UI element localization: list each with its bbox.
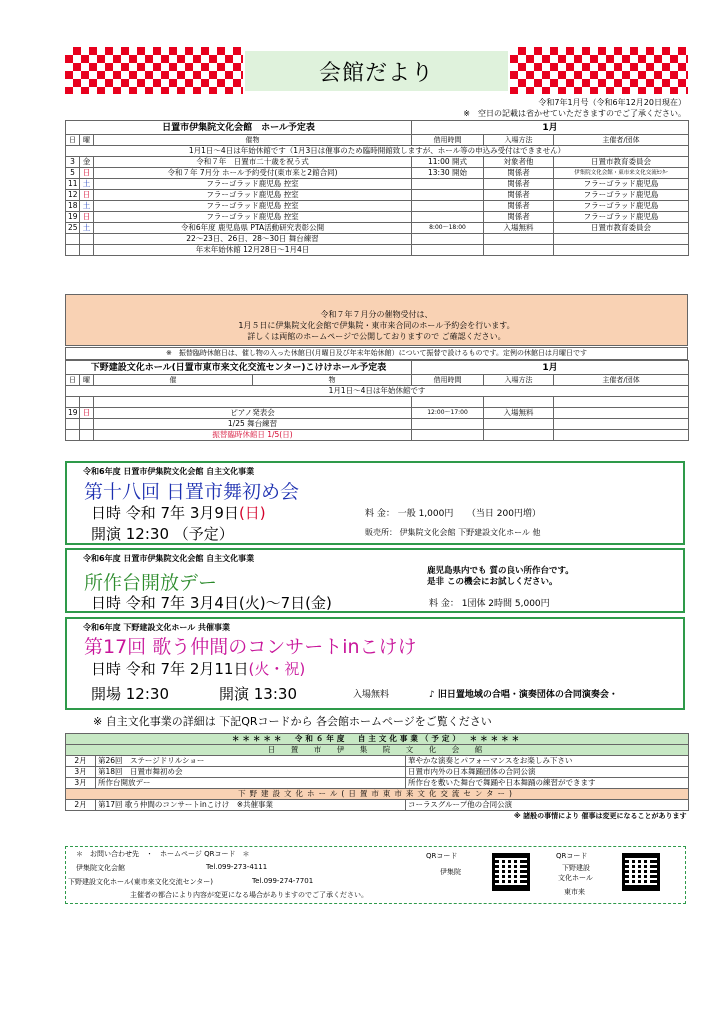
day-cell: 18: [66, 201, 80, 212]
event-title: 所作台開放デー: [84, 572, 218, 594]
event-sales: 販売所： 伊集院文化会館 下野建設文化ホール 他: [365, 528, 541, 537]
day-cell: 19: [66, 212, 80, 223]
weekday-cell: 日: [80, 408, 94, 419]
event-description: 鹿児島県内でも 質の良い所作台です。: [427, 566, 574, 576]
event-price: 料 金： 1団体 2時間 5,000円: [429, 599, 550, 609]
organizer-cell: [554, 408, 689, 419]
organizer-cell: 日置市教育委員会: [554, 157, 689, 168]
hall1-month: 1月: [412, 121, 689, 135]
col-header: 催: [94, 375, 253, 386]
time-cell: [412, 245, 484, 256]
event-title: 第17回 歌う仲間のコンサートinこけけ: [84, 636, 417, 658]
event-cell: フラーゴラッド鹿児島 控室: [94, 179, 412, 190]
table-row: [66, 430, 689, 441]
annual-plan: [65, 733, 688, 822]
event-card-concert: [65, 617, 685, 710]
contact-hall2-tel[interactable]: Tel.099-274-7701: [252, 877, 314, 885]
day-cell: 5: [66, 168, 80, 179]
event-cell: ピアノ発表会: [94, 408, 412, 419]
table-row: [66, 234, 689, 245]
method-cell: 対象者他: [484, 157, 554, 168]
col-header: 催物: [94, 135, 412, 146]
qr-code-icon[interactable]: [622, 853, 660, 891]
method-cell: [484, 245, 554, 256]
event-date: 日時 令和 7年 3月9日(日): [91, 504, 266, 522]
notice-line: 1月５日に伊集院文化会館で伊集院・東市来合同のホール予約会を行います。: [238, 321, 515, 330]
weekday-cell: [80, 245, 94, 256]
event-cell: フラーゴラッド鹿児島 控室: [94, 212, 412, 223]
event-cell: 22～23日、26日、28～30日 舞台練習: [94, 234, 412, 245]
checker-pattern-right: [510, 47, 688, 94]
event-date: 日時 令和 7年 2月11日(火・祝): [91, 660, 306, 678]
col-header: 物: [253, 375, 412, 386]
issue-note: ※ 空日の記載は省かせていただきますのでご了承ください。: [463, 109, 686, 118]
time-cell: [412, 201, 484, 212]
day-cell: [66, 245, 80, 256]
contact-hall1-tel[interactable]: Tel.099-273-4111: [206, 863, 268, 871]
col-header: 主催者/団体: [554, 375, 689, 386]
event-open-time: 開場 12:30: [91, 685, 169, 703]
organizer-cell: フラーゴラッド鹿児島: [554, 190, 689, 201]
plan-title: ＊＊＊＊＊ 令和６年度 自主文化事業（予定） ＊＊＊＊＊: [66, 734, 689, 745]
event-card-maizome: [65, 461, 685, 545]
event-admission: 入場無料: [353, 690, 390, 700]
weekday-cell: 土: [80, 201, 94, 212]
weekday-cell: [80, 234, 94, 245]
event-cell: 令和７年 日置市二十歳を祝う式: [94, 157, 412, 168]
day-cell: 19: [66, 408, 80, 419]
time-cell: [412, 234, 484, 245]
organizer-cell: フラーゴラッド鹿児島: [554, 212, 689, 223]
qr-hall-name: 文化ホール: [558, 874, 593, 882]
day-cell: 3: [66, 157, 80, 168]
table-row: 2月 第17回 歌う仲間のコンサートinこけけ ※共催事業 コーラスグループ他の合同公演: [66, 800, 689, 811]
method-cell: 入場無料: [484, 408, 554, 419]
contact-box: [65, 846, 686, 904]
time-cell: [412, 179, 484, 190]
event-title: 第十八回 日置市舞初め会: [84, 481, 300, 503]
qr-hall-name: 東市来: [564, 888, 585, 896]
event-organizer: 令和6年度 日置市伊集院文化会館 自主文化事業: [83, 467, 255, 476]
day-cell: 12: [66, 190, 80, 201]
col-header: 借用時間: [412, 135, 484, 146]
event-price: 料 金： 一般 1,000円 （当日 200円増）: [365, 509, 541, 519]
event-cell: フラーゴラッド鹿児島 控室: [94, 190, 412, 201]
time-cell: 8:00～18:00: [412, 223, 484, 234]
event-card-shosadai: [65, 548, 685, 613]
col-header: 入場方法: [484, 375, 554, 386]
col-header: 主催者/団体: [554, 135, 689, 146]
qr-label: QRコード: [556, 852, 588, 860]
time-cell: [412, 190, 484, 201]
weekday-cell: 日: [80, 168, 94, 179]
weekday-cell: 日: [80, 212, 94, 223]
contact-heading: ＊ お問い合わせ先 ・ ホームページ QRコード ＊: [76, 850, 250, 858]
col-header: 借用時間: [412, 375, 484, 386]
qr-note: ※ 自主文化事業の詳細は 下記QRコードから 各会館ホームページをご覧ください: [93, 715, 492, 728]
plan-hall1-title: 日 置 市 伊 集 院 文 化 会 館: [66, 745, 689, 756]
table-row: [66, 245, 689, 256]
day-cell: 25: [66, 223, 80, 234]
hall2-schedule: [65, 360, 688, 441]
table-row: [66, 408, 689, 419]
time-cell: 13:30 開始: [412, 168, 484, 179]
notice-line: 令和７年７月分の催物受付は、: [320, 310, 433, 319]
hall2-month: 1月: [412, 361, 689, 375]
organizer-cell: [554, 245, 689, 256]
hall1-schedule: [65, 120, 688, 256]
table-row: [66, 179, 689, 190]
method-cell: [484, 234, 554, 245]
organizer-cell: フラーゴラッド鹿児島: [554, 201, 689, 212]
method-cell: 関係者: [484, 179, 554, 190]
issue-date: 令和7年1月号（令和6年12月20日現在）: [538, 98, 686, 107]
table-row: [66, 223, 689, 234]
event-organizer: 令和6年度 下野建設文化ホール 共催事業: [83, 623, 230, 632]
qr-hall-name: 伊集院: [440, 868, 461, 876]
method-cell: 関係者: [484, 212, 554, 223]
table-row: [66, 157, 689, 168]
hall1-title: 日置市伊集院文化会館 ホール予定表: [66, 121, 412, 135]
header-banner: [65, 47, 688, 94]
col-header: 入場方法: [484, 135, 554, 146]
event-open-time: 開演 12:30 （予定）: [91, 525, 234, 543]
contact-hall2-name: 下野建設文化ホール(東市来文化交流センター): [68, 878, 214, 886]
organizer-cell: フラーゴラッド鹿児島: [554, 179, 689, 190]
method-cell: 関係者: [484, 201, 554, 212]
event-start-time: 開演 13:30: [219, 685, 297, 703]
table-row: 3月 第18回 日置市舞初め会 日置市内外の日本舞踊団体の合同公演: [66, 767, 689, 778]
plan-footnote: ※ 諸般の事情により 催事は変更になることがあります: [513, 812, 687, 821]
issue-info: [463, 97, 686, 119]
qr-label: QRコード: [426, 852, 458, 860]
day-cell: 11: [66, 179, 80, 190]
event-cell: 令和6年度 鹿児島県 PTA活動研究表彰公開: [94, 223, 412, 234]
method-cell: 関係者: [484, 190, 554, 201]
weekday-cell: 金: [80, 157, 94, 168]
event-organizer: 令和6年度 日置市伊集院文化会館 自主文化事業: [83, 554, 255, 563]
event-cell: 1/25 舞台練習: [94, 419, 412, 430]
table-row: [66, 190, 689, 201]
col-header: 曜: [80, 375, 94, 386]
table-row: [66, 201, 689, 212]
table-row: 3月 所作台開放デー 所作台を敷いた舞台で舞踊や日本舞踊の練習ができます: [66, 778, 689, 789]
qr-hall-name: 下野建設: [562, 864, 590, 872]
col-header: 曜: [80, 135, 94, 146]
closure-note: 1月1日～4日は年始休館です（1月3日は催事のため臨時開館致しますが、ホール等の申込み受付はできません）: [66, 146, 689, 157]
holiday-cell: 振替臨時休館日 1/5(日): [94, 430, 412, 441]
method-cell: 関係者: [484, 168, 554, 179]
organizer-cell: [554, 234, 689, 245]
holiday-note: ※ 振替臨時休館日は、催し物の入った休館日(月曜日及び年末年始休館）について振替で設けるものです。定例の休館日は月曜日です: [65, 347, 688, 360]
time-cell: [412, 212, 484, 223]
plan-hall2-title: 下野建設文化ホール(日置市東市来文化交流センター): [66, 789, 689, 800]
table-row: 2月 第26回 ステージドリルショー 華やかな演奏とパフォーマンスをお楽しみ下さい: [66, 756, 689, 767]
contact-note: 主催者の都合により内容が変更になる場合がありますのでご了承ください。: [130, 891, 368, 899]
col-header: 日: [66, 135, 80, 146]
weekday-cell: 土: [80, 223, 94, 234]
weekday-cell: 日: [80, 190, 94, 201]
closure-note: 1月1日～4日は年始休館です: [66, 386, 689, 397]
reservation-notice: [65, 294, 688, 346]
page-title: 会館だより: [245, 51, 508, 91]
day-cell: [66, 234, 80, 245]
event-description: ♪ 旧日置地域の合唱・演奏団体の合同演奏会・: [429, 690, 618, 700]
method-cell: 入場無料: [484, 223, 554, 234]
col-header: 日: [66, 375, 80, 386]
notice-line: 詳しくは両館のホームページで公開しておりますので ご確認ください。: [247, 332, 506, 341]
table-row: [66, 168, 689, 179]
table-row: [66, 212, 689, 223]
table-row: [66, 419, 689, 430]
organizer-cell: 伊集院文化会館・東市来文化交流ｾﾝﾀｰ: [554, 168, 689, 179]
organizer-cell: 日置市教育委員会: [554, 223, 689, 234]
weekday-cell: 土: [80, 179, 94, 190]
event-description: 是非 この機会にお試しください。: [427, 577, 558, 587]
event-cell: 年末年始休館 12月28日～1月4日: [94, 245, 412, 256]
event-cell: フラーゴラッド鹿児島 控室: [94, 201, 412, 212]
hall2-title: 下野建設文化ホール(日置市東市来文化交流センター)こけけホール予定表: [66, 361, 412, 375]
contact-hall1-name: 伊集院文化会館: [76, 864, 125, 872]
qr-code-icon[interactable]: [492, 853, 530, 891]
event-date: 日時 令和 7年 3月4日(火)～7日(金): [91, 594, 332, 612]
checker-pattern-left: [65, 47, 243, 94]
time-cell: 11:00 開式: [412, 157, 484, 168]
event-cell: 令和７年 7月分 ホール予約受付(東市来と2館合同): [94, 168, 412, 179]
time-cell: 12:00～17:00: [412, 408, 484, 419]
